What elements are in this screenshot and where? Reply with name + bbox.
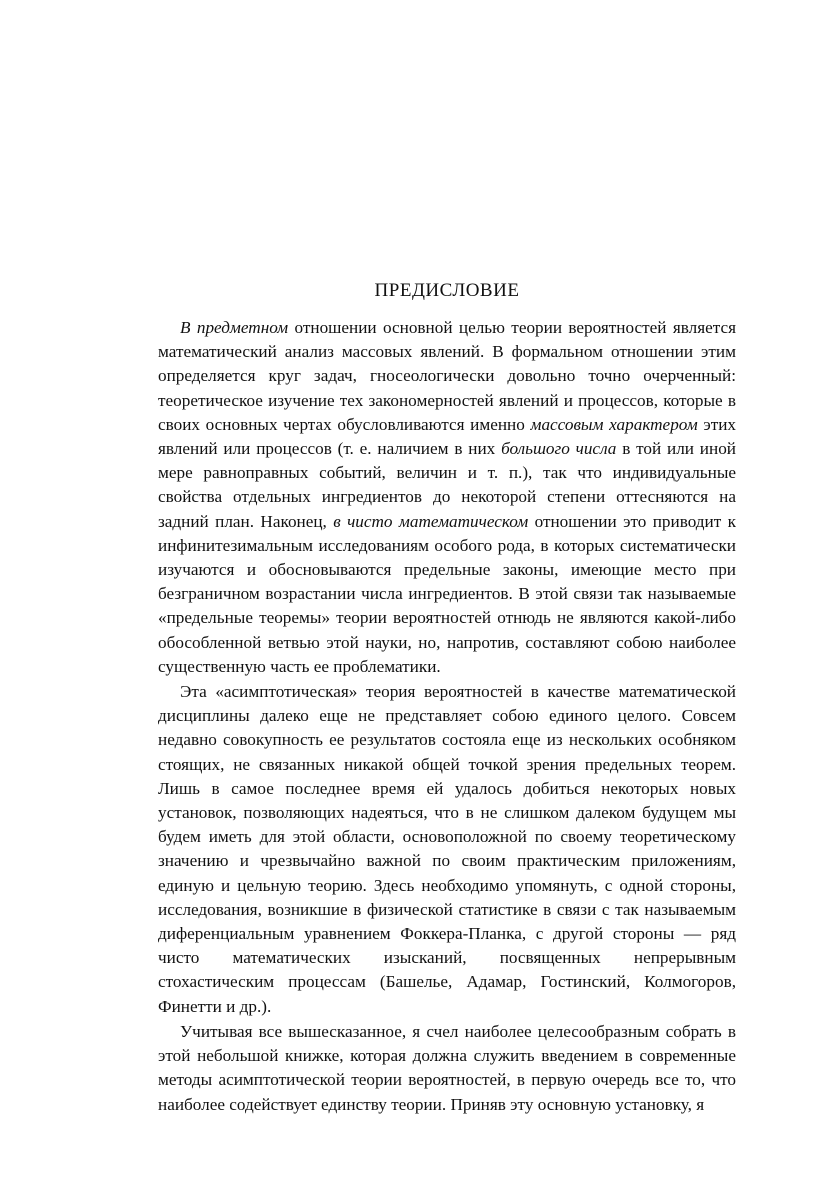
document-page [158,280,736,1117]
italic-phrase: большого числа [501,439,617,459]
italic-phrase: в чисто математическом [333,511,529,531]
paragraph-2 [158,680,736,1019]
text-run: отношении основной целью теории вероятностей является математический анализ массовых явлений. В формальном отношении этим определяется круг задач, гносеологически довольно точно очерченный: теоретическое изучение тех закономерностей явлений и процессов, которые в своих основных чертах обусловливаются именно [158,318,736,434]
text-run: Учитывая все вышесказанное, я счел наиболее целесообразным собрать в этой небольшой книжке, которая должна служить введением в современные методы асимптотической теории вероятностей, в первую очередь все то, что наиболее содействует единству теории. Приняв эту основную установку, я [158,1021,736,1114]
paragraph-3 [158,1020,736,1117]
text-run: в той или иной мере равноправных событий, величин и т. п.), так что индивидуальные свойства отдельных ингредиентов до некоторой степени оттесняются на задний план. Наконец, [158,439,736,531]
text-run: Эта «асимптотическая» теория вероятностей в качестве математической дисциплины далеко еще не представляет собою единого целого. Совсем недавно совокупность ее результатов состояла еще из нескольких особняком стоящих, не связанных никакой общей точкой зрения предельных теорем. Лишь в самое последнее время ей удалось добиться некоторых новых установок, позволяющих надеяться, что в не слишком далеком будущем мы будем иметь для этой области, основоположной по своему теоретическому значению и чрезвычайно важной по своим практическим приложениям, единую и цельную теорию. Здесь необходимо упомянуть, с одной стороны, исследования, возникшие в физической статистике в связи с так называемым диференциальным уравнением Фоккера-Планка, с другой стороны — ряд чисто математических изысканий, посвященных непрерывным стохастическим процессам (Башелье, Адамар, Гостинский, Колмогоров, Финетти и др.). [158,682,736,1016]
page-title: ПРЕДИСЛОВИЕ [374,280,520,301]
text-run: отношении это приводит к инфинитезимальным исследованиям особого рода, в которых систематически изучаются и обосновываются предельные законы, имеющие место при безграничном возрастании числа ингредиентов. В этой связи так называемые «предельные теоремы» теории вероятностей отнюдь не являются какой-либо обособленной ветвью этой науки, но, напротив, составляют собою наиболее существенную часть ее проблематики. [158,511,737,676]
text-run: этих явлений или процессов (т. е. наличием в них [158,414,737,459]
paragraph-1 [158,316,736,679]
italic-phrase: массовым характером [530,414,698,434]
italic-phrase: В предметном [180,318,289,337]
